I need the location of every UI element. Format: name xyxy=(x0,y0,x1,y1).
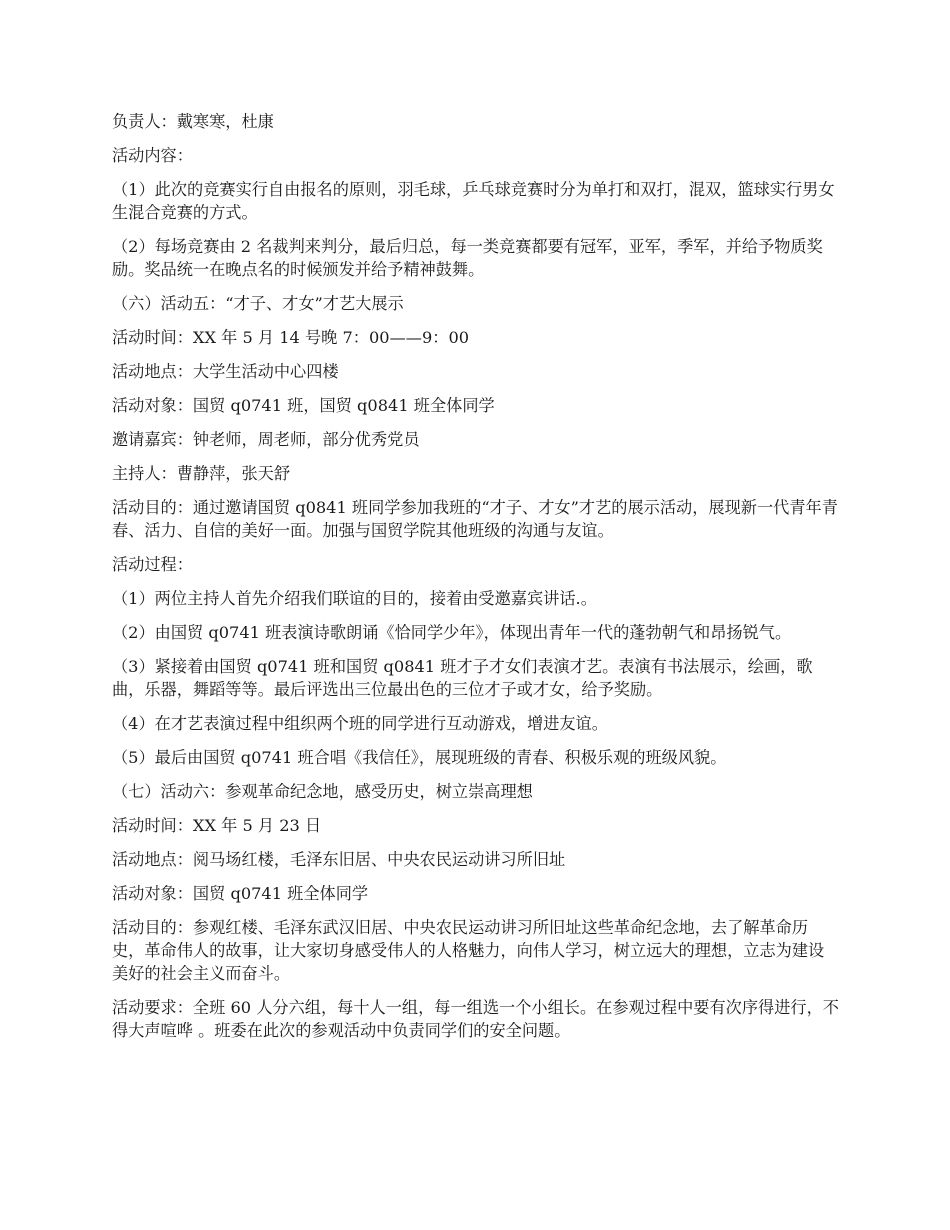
paragraph-activity-six-place: 活动地点：阅马场红楼，毛泽东旧居、中央农民运动讲习所旧址 xyxy=(112,850,566,869)
paragraph-responsible: 负责人：戴寒寒，杜康 xyxy=(112,112,274,131)
paragraph-activity-five-process-heading: 活动过程： xyxy=(112,555,193,574)
paragraph-activity-six-time: 活动时间：XX 年 5 月 23 日 xyxy=(112,816,322,835)
paragraph-activity-five-guests: 邀请嘉宾：钟老师，周老师，部分优秀党员 xyxy=(112,430,420,449)
paragraph-activity-five-place: 活动地点：大学生活动中心四楼 xyxy=(112,362,339,381)
paragraph-content-2: （2）每场竞赛由 2 名裁判来判分，最后归总，每一类竞赛都要有冠军，亚军，季军，并给予物质奖励。奖品统一在晚点名的时候颁发并给予精神鼓舞。 xyxy=(112,237,823,279)
paragraph-content-1: （1）此次的竞赛实行自由报名的原则，羽毛球，乒乓球竞赛时分为单打和双打，混双，篮球实行男女生混合竞赛的方式。 xyxy=(112,180,835,222)
paragraph-activity-five-time: 活动时间：XX 年 5 月 14 号晚 7：00——9：00 xyxy=(112,328,470,347)
paragraph-activity-five-audience: 活动对象：国贸 q0741 班，国贸 q0841 班全体同学 xyxy=(112,396,495,415)
paragraph-activity-five-hosts: 主持人：曹静萍，张天舒 xyxy=(112,464,291,483)
paragraph-process-1: （1）两位主持人首先介绍我们联谊的目的，接着由受邀嘉宾讲话.。 xyxy=(112,589,597,608)
paragraph-activity-content-heading: 活动内容： xyxy=(112,146,193,165)
section-heading-activity-six: （七）活动六：参观革命纪念地，感受历史，树立崇高理想 xyxy=(112,782,533,801)
paragraph-process-5: （5）最后由国贸 q0741 班合唱《我信任》，展现班级的青春、积极乐观的班级风貌。 xyxy=(112,748,727,767)
paragraph-process-4: （4）在才艺表演过程中组织两个班的同学进行互动游戏，增进友谊。 xyxy=(112,714,608,733)
section-heading-activity-five: （六）活动五：“才子、才女”才艺大展示 xyxy=(112,294,404,313)
paragraph-activity-six-requirements: 活动要求：全班 60 人分六组，每十人一组，每一组选一个小组长。在参观过程中要有次序得进行，不得大声喧哗 。班委在此次的参观活动中负责同学们的安全问题。 xyxy=(112,998,839,1040)
paragraph-activity-six-purpose: 活动目的：参观红楼、毛泽东武汉旧居、中央农民运动讲习所旧址这些革命纪念地，去了解革命历史，革命伟人的故事，让大家切身感受伟人的人格魅力，向伟人学习，树立远大的理想，立志为建设美好的社会主义而奋斗。 xyxy=(112,918,825,983)
paragraph-activity-six-audience: 活动对象：国贸 q0741 班全体同学 xyxy=(112,884,369,903)
paragraph-process-2: （2）由国贸 q0741 班表演诗歌朗诵《恰同学少年》，体现出青年一代的蓬勃朝气和昂扬锐气。 xyxy=(112,623,792,642)
paragraph-process-3: （3）紧接着由国贸 q0741 班和国贸 q0841 班才子才女们表演才艺。表演有书法展示，绘画，歌曲，乐器，舞蹈等等。最后评选出三位最出色的三位才子或才女，给予奖励。 xyxy=(112,657,813,699)
paragraph-activity-five-purpose: 活动目的：通过邀请国贸 q0841 班同学参加我班的“才子、才女”才艺的展示活动，展现新一代青年青春、活力、自信的美好一面。加强与国贸学院其他班级的沟通与友谊。 xyxy=(112,498,838,540)
